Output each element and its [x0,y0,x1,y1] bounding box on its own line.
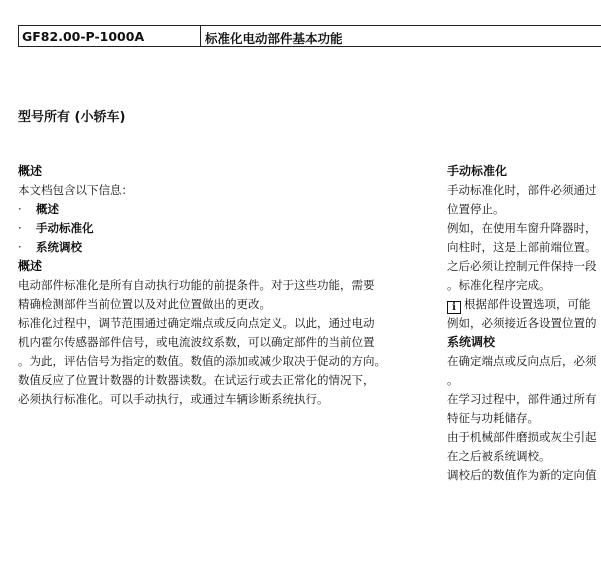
bullet-label: 概述 [36,202,59,216]
bullet-item [18,200,428,219]
body-line: 标准化过程中，调节范围通过确定端点或反向点定义。以此，通过电动 [18,316,375,330]
bullet-dot-icon: · [18,240,22,254]
body-line: 调校后的数值作为新的定向值 [447,468,597,482]
left-column [18,162,428,409]
bullet-item [18,219,428,238]
body-line: 向柱时，这是上部前端位置。 [447,240,597,254]
manual-standardization-heading: 手动标准化 [447,164,508,178]
body-line: 。为此，评估信号为指定的数值。数值的添加或减少取决于促动的方向。 [18,354,386,368]
bullet-item [18,238,428,257]
body-line: 手动标准化时，部件必须通过 [447,183,597,197]
body-line: 必须执行标准化。可以手动执行，或通过车辆诊断系统执行。 [18,392,329,406]
model-line: 型号所有 (小轿车) [18,110,126,125]
body-line: 精确检测部件当前位置以及对此位置做出的更改。 [18,297,271,311]
document-code: GF82.00-P-1000A [19,26,201,46]
body-line: 例如，必须接近各设置位置的 [447,316,597,330]
body-line: 之后必须让控制元件保持一段 [447,259,597,273]
document-header-table [18,25,601,47]
body-line: 在确定端点或反向点后，必须 [447,354,597,368]
body-line: 在之后被系统调校。 [447,449,551,463]
body-line: 在学习过程中，部件通过所有 [447,392,597,406]
document-title: 标准化电动部件基本功能 [205,31,343,46]
body-line: 特征与功耗储存。 [447,411,539,425]
bullet-label: 手动标准化 [36,221,94,235]
body-line: 例如，在使用车窗升降器时， [447,221,597,235]
overview-heading: 概述 [18,164,43,178]
intro-text: 本文档包含以下信息： [18,183,133,197]
body-line: 位置停止。 [447,202,505,216]
bullet-label: 系统调校 [36,240,82,254]
system-calibration-heading: 系统调校 [447,335,496,349]
right-column [447,162,601,485]
overview-heading-2: 概述 [18,259,43,273]
info-icon: i [447,301,461,314]
body-line: 数值反应了位置计数器的计数器读数。在试运行或去正常化的情况下， [18,373,375,387]
info-note [447,295,601,314]
bullet-dot-icon: · [18,221,22,235]
body-line: 。 [447,373,459,387]
info-text: 根据部件设置选项，可能 [464,297,591,311]
body-line: 由于机械部件磨损或灰尘引起 [447,430,597,444]
body-line: 电动部件标准化是所有自动执行功能的前提条件。对于这些功能，需要 [18,278,375,292]
bullet-dot-icon: · [18,202,22,216]
body-line: 。标准化程序完成。 [447,278,551,292]
body-line: 机内霍尔传感器部件信号，或电流波纹系数，可以确定部件的当前位置 [18,335,375,349]
